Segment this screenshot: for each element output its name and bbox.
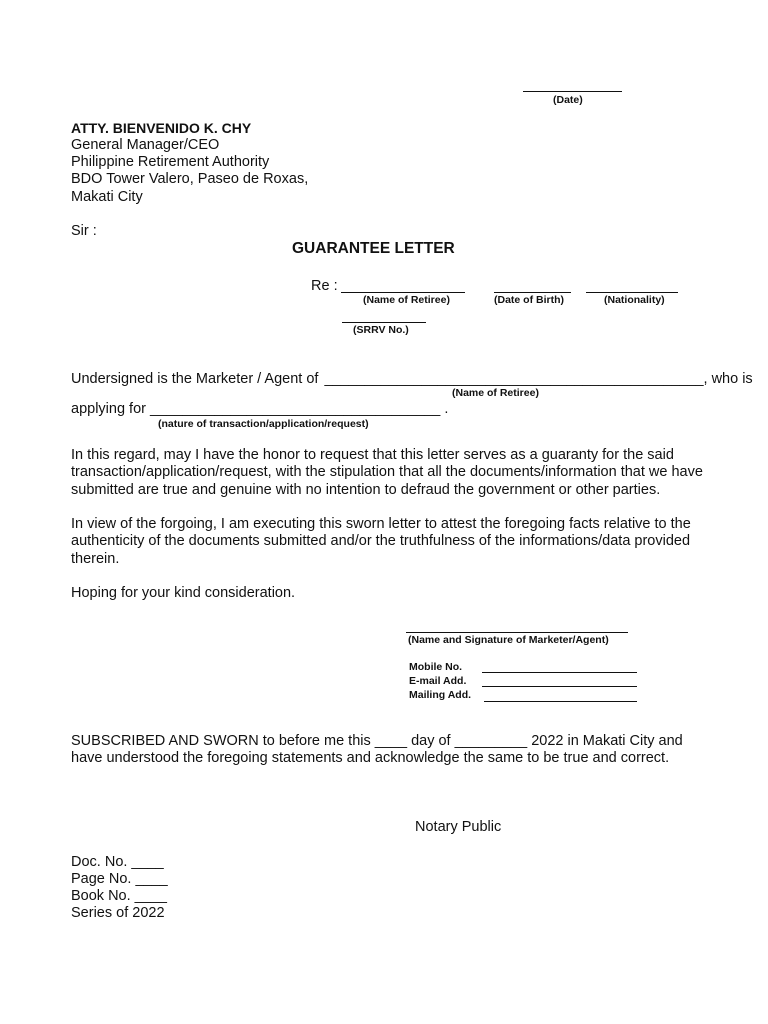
intro-prefix: Undersigned is the Marketer / Agent of: [71, 371, 319, 387]
salutation: Sir :: [71, 223, 97, 239]
signature-line: [406, 632, 628, 633]
retiree-name-blank: _______________________________________________: [324, 371, 704, 387]
retiree-name-line: [341, 292, 465, 293]
notary-public: Notary Public: [415, 819, 502, 835]
addressee-org: Philippine Retirement Authority: [71, 154, 270, 170]
document-title: GUARANTEE LETTER: [292, 240, 455, 257]
applying-suffix: .: [444, 401, 449, 417]
srrv-line: [342, 322, 426, 323]
nature-caption: (nature of transaction/application/request): [158, 418, 369, 430]
date-label: (Date): [553, 94, 583, 106]
nationality-line: [586, 292, 678, 293]
nationality-caption: (Nationality): [604, 294, 665, 306]
email-label: E-mail Add.: [409, 675, 467, 687]
series-year: Series of 2022: [71, 905, 165, 921]
signature-caption: (Name and Signature of Marketer/Agent): [408, 634, 609, 646]
applying-prefix: applying for: [71, 401, 146, 417]
addressee-title: General Manager/CEO: [71, 137, 220, 153]
intro-line-1: [71, 371, 753, 389]
date-of-birth-caption: (Date of Birth): [494, 294, 564, 306]
mailing-label: Mailing Add.: [409, 689, 472, 701]
date-of-birth-line: [494, 292, 571, 293]
addressee-city: Makati City: [71, 189, 143, 205]
re-label: Re :: [311, 278, 338, 294]
intro-suffix: , who is: [703, 371, 753, 387]
doc-no: Doc. No. ____: [71, 854, 164, 870]
email-line: [482, 686, 637, 687]
paragraph-sworn: In view of the forgoing, I am executing this sworn letter to attest the foregoing facts relative to the authenticity of the documents submitted and/or the truthfulness of the informations/data provided therein.: [71, 516, 691, 567]
retiree-name-caption: (Name of Retiree): [363, 294, 450, 306]
page-no: Page No. ____: [71, 871, 168, 887]
jurat-line-2: have understood the foregoing statements and acknowledge the same to be true and correct.: [71, 750, 670, 766]
book-no: Book No. ____: [71, 888, 167, 904]
closing-line: Hoping for your kind consideration.: [71, 585, 296, 601]
mobile-line: [482, 672, 637, 673]
jurat-line-1: SUBSCRIBED AND SWORN to before me this ____ day of _________ 2022 in Makati City and: [71, 733, 683, 749]
mailing-line: [484, 701, 637, 702]
addressee-name: ATTY. BIENVENIDO K. CHY: [71, 120, 252, 136]
paragraph-guaranty: In this regard, may I have the honor to request that this letter serves as a guaranty for the said transaction/application/request, with the stipulation that all the documents/information that we have submitted are true and genuine with no intention to defraud the government or other parties.: [71, 447, 703, 498]
srrv-caption: (SRRV No.): [353, 324, 409, 336]
nature-blank: ____________________________________: [150, 401, 441, 417]
addressee-street: BDO Tower Valero, Paseo de Roxas,: [71, 171, 309, 187]
mobile-label: Mobile No.: [409, 661, 463, 673]
date-line: [523, 91, 622, 92]
intro-line-2: [71, 401, 448, 419]
intro-retiree-caption: (Name of Retiree): [452, 387, 539, 399]
